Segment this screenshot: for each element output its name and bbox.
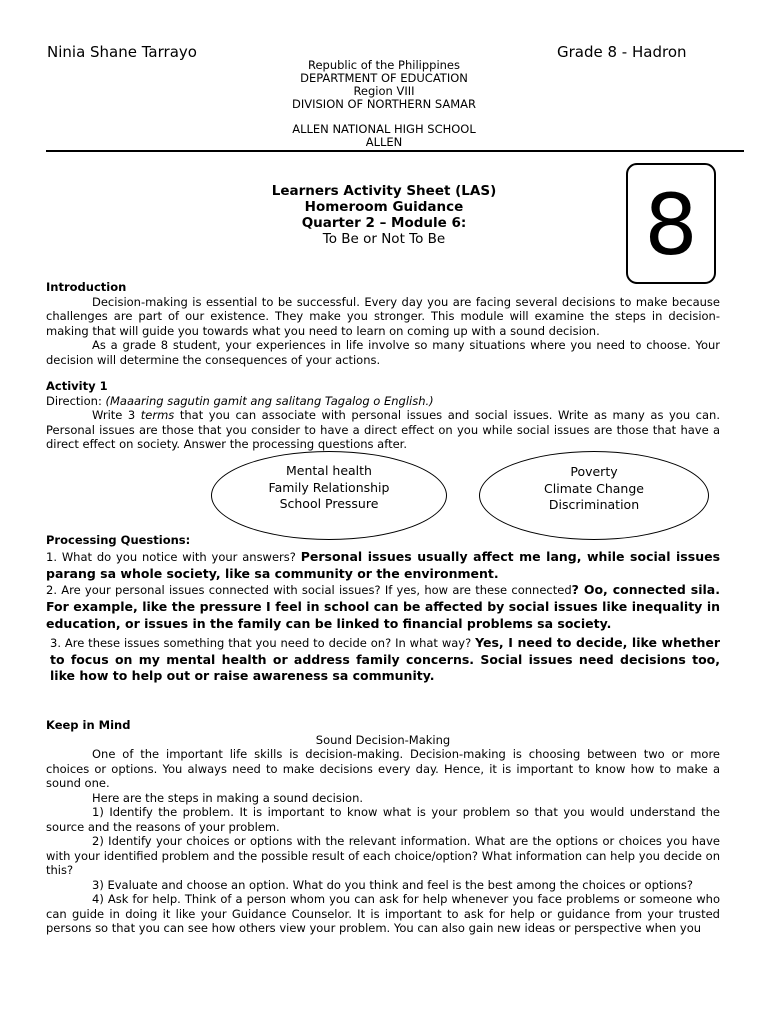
social-issue-item: Discrimination xyxy=(548,497,640,512)
processing-questions xyxy=(46,533,720,685)
decision-step: 4) Ask for help. Think of a person whom you can ask for help whenever you face problems or someone who can guide in doing it like your Guidance Counselor. It is important to ask for help or guidance from your trusted persons so that you can see how others view your problem. You can also gain new ideas or perspective when you xyxy=(46,892,720,935)
header-divider xyxy=(46,150,744,152)
student-name: Ninia Shane Tarrayo xyxy=(47,43,197,61)
introduction-paragraph: Decision-making is essential to be successful. Every day you are facing several decisions to make because challenges are part of our existence. They make you stronger. This module will examine the steps in decision-making that will guide you towards what you need to learn on coming up with a sound decision. xyxy=(46,294,720,338)
title-subject: Homeroom Guidance xyxy=(304,199,464,215)
activity-direction: Direction: (Maaaring sagutin gamit ang salitang Tagalog o English.) xyxy=(46,393,434,408)
grade-badge: 8 xyxy=(626,163,716,284)
activity-section xyxy=(46,379,720,452)
introduction-section xyxy=(46,280,720,367)
keep-in-mind-heading: Keep in Mind xyxy=(46,718,131,732)
personal-issues-ellipse xyxy=(211,451,447,540)
header-division: DIVISION OF NORTHERN SAMAR xyxy=(292,97,476,111)
social-issue-item: Poverty xyxy=(570,464,618,479)
answer-3: Yes, I need to decide, like whether to focus on my mental health or address family concerns. Social issues need decisions too, like how to help out or raise awareness sa community. xyxy=(50,634,720,684)
processing-heading: Processing Questions: xyxy=(46,533,191,547)
school-header xyxy=(0,59,768,149)
header-republic: Republic of the Philippines xyxy=(307,58,461,72)
title-las: Learners Activity Sheet (LAS) xyxy=(271,183,497,199)
question-1: 1. What do you notice with your answers? Personal issues usually affect me lang, while social issues parang sa whole society, like sa community or the environment. xyxy=(46,548,721,581)
keep-in-mind-paragraph: One of the important life skills is decision-making. Decision-making is choosing between two or more choices or options. You always need to make decisions every day. Hence, it is important to know how to make a sound one. xyxy=(46,747,720,790)
social-issue-item: Climate Change xyxy=(544,480,644,496)
personal-issue-item: Mental health xyxy=(286,463,372,478)
student-grade: Grade 8 - Hadron xyxy=(557,43,687,61)
header-department: DEPARTMENT OF EDUCATION xyxy=(300,71,468,85)
question-2: 2. Are your personal issues connected with social issues? If yes, how are these connected? Oo, connected sila. For example, like the pressure I feel in school can be affected by social issues like inequality in education, or issues in the family can be linked to financial problems sa society. xyxy=(46,582,720,631)
decision-step: 3) Evaluate and choose an option. What do you think and feel is the best among the choices or options? xyxy=(92,877,694,892)
social-issues-ellipse xyxy=(479,451,709,540)
introduction-paragraph: As a grade 8 student, your experiences in life involve so many situations where you need to choose. Your decision will determine the consequences of your actions. xyxy=(46,338,720,367)
introduction-heading: Introduction xyxy=(46,280,127,294)
activity-heading: Activity 1 xyxy=(46,379,108,393)
keep-in-mind-section xyxy=(46,718,720,936)
answer-2: ? Oo, connected sila. For example, like the pressure I feel in school can be affected by social issues like inequality in education, or issues in the family can be linked to financial problems sa society. xyxy=(46,582,720,631)
header-school: ALLEN NATIONAL HIGH SCHOOL xyxy=(292,122,476,136)
answer-1: Personal issues usually affect me lang, while social issues parang sa whole society, like sa community or the environment. xyxy=(46,548,721,581)
activity-instructions: Write 3 terms that you can associate with personal issues and social issues. Write as many as you can. Personal issues are those that you consider to have a direct effect on you while social issues are those that have a direct effect on society. Answer the processing questions after. xyxy=(46,408,720,451)
question-3: 3. Are these issues something that you need to decide on? In what way? Yes, I need to decide, like whether to focus on my mental health or address family concerns. Social issues need decisions too, like how to help out or raise awareness sa community. xyxy=(50,634,720,684)
decision-step: 2) Identify your choices or options with the relevant information. What are the options or choices you have with your identified problem and the possible result of each choice/option? What information can help you decide on this? xyxy=(46,834,720,877)
decision-step: 1) Identify the problem. It is important to know what is your problem so that you would understand the source and the reasons of your problem. xyxy=(46,805,720,834)
title-topic: To Be or Not To Be xyxy=(322,231,446,247)
title-module: Quarter 2 – Module 6: xyxy=(301,215,467,231)
keep-in-mind-paragraph: Here are the steps in making a sound decision. xyxy=(92,790,364,805)
header-region: Region VIII xyxy=(353,84,415,98)
personal-issue-item: School Pressure xyxy=(279,496,379,511)
personal-issue-item: Family Relationship xyxy=(268,479,390,495)
keep-in-mind-subtitle: Sound Decision-Making xyxy=(315,732,451,747)
header-town: ALLEN xyxy=(365,135,403,149)
